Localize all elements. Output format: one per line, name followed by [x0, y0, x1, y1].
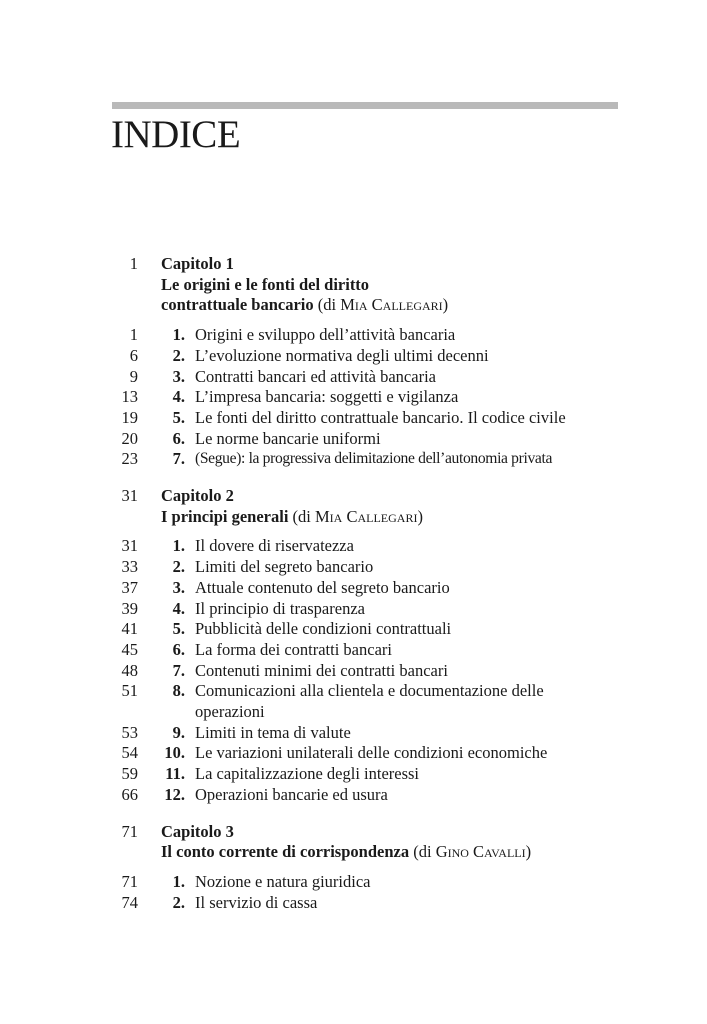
section-title: Il principio di trasparenza: [195, 598, 365, 618]
toc-entry[interactable]: [0, 536, 707, 557]
toc-entry[interactable]: [0, 408, 707, 429]
section-title: Le norme bancarie uniformi: [195, 428, 381, 448]
section-title: Le variazioni unilaterali delle condizioni economiche: [195, 743, 548, 763]
toc-entry[interactable]: [0, 893, 707, 914]
chapter-heading[interactable]: [0, 822, 707, 863]
toc-entry[interactable]: [0, 743, 707, 764]
section-title: Comunicazioni alla clientela e documentazione delle operazioni: [195, 681, 544, 722]
chapter-title: Il conto corrente di corrispondenza: [161, 842, 410, 862]
entry-page-number: 13: [121, 387, 138, 407]
entry-page-number: 71: [121, 871, 138, 891]
section-number: 6.: [172, 428, 185, 448]
entry-page-number: 23: [121, 449, 138, 469]
section-title: Le fonti del diritto contrattuale bancario. Il codice civile: [195, 407, 566, 427]
chapter-title: Le origini e le fonti del diritto: [161, 274, 370, 294]
section-number: 1.: [172, 871, 185, 891]
entry-page-number: 53: [121, 722, 138, 742]
toc-entry[interactable]: [0, 346, 707, 367]
section-title: L’evoluzione normativa degli ultimi decenni: [195, 345, 489, 365]
entry-page-number: 39: [121, 598, 138, 618]
chapter-author: (di Mia Callegari): [292, 506, 423, 526]
section-number: 5.: [172, 619, 185, 639]
entry-page-number: 74: [121, 892, 138, 912]
entry-page-number: 51: [121, 681, 138, 701]
section-number: 10.: [164, 743, 185, 763]
section-number: 3.: [172, 577, 185, 597]
chapter-title: I principi generali: [161, 506, 289, 526]
header-rule: [112, 102, 618, 109]
section-title: Limiti del segreto bancario: [195, 557, 374, 577]
section-number: 2.: [172, 345, 185, 365]
section-title: Nozione e natura giuridica: [195, 871, 371, 891]
toc-entry[interactable]: [0, 449, 707, 470]
table-of-contents: [0, 254, 707, 929]
chapter-3: [0, 822, 707, 914]
section-number: 8.: [172, 681, 185, 701]
section-title: La capitalizzazione degli interessi: [195, 764, 420, 784]
toc-entry[interactable]: [0, 723, 707, 744]
entry-page-number: 6: [129, 345, 138, 365]
section-title: Attuale contenuto del segreto bancario: [195, 577, 450, 597]
chapter-heading[interactable]: [0, 254, 707, 316]
toc-entry[interactable]: [0, 557, 707, 578]
page-title: INDICE: [111, 113, 241, 156]
entry-page-number: 19: [121, 407, 138, 427]
entry-page-number: 1: [129, 325, 138, 345]
toc-entry[interactable]: [0, 367, 707, 388]
section-number: 12.: [164, 784, 185, 804]
entry-page-number: 45: [121, 639, 138, 659]
section-number: 3.: [172, 366, 185, 386]
chapter-title-continued: contrattuale bancario: [161, 295, 314, 315]
toc-entry[interactable]: [0, 578, 707, 599]
chapter-page-number: 71: [121, 821, 138, 841]
chapter-label: Capitolo 3: [161, 821, 234, 841]
toc-entry[interactable]: [0, 387, 707, 408]
toc-entry[interactable]: [0, 325, 707, 346]
section-title: La forma dei contratti bancari: [195, 639, 392, 659]
toc-entry[interactable]: [0, 599, 707, 620]
entry-page-number: 48: [121, 660, 138, 680]
entry-page-number: 20: [121, 428, 138, 448]
section-title: Il dovere di riservatezza: [195, 536, 354, 556]
entry-page-number: 37: [121, 577, 138, 597]
section-title: Operazioni bancarie ed usura: [195, 784, 388, 804]
section-number: 4.: [172, 387, 185, 407]
section-title: Il servizio di cassa: [195, 892, 318, 912]
chapter-1: [0, 254, 707, 470]
entry-page-number: 41: [121, 619, 138, 639]
section-title: Contenuti minimi dei contratti bancari: [195, 660, 448, 680]
section-number: 1.: [172, 536, 185, 556]
chapter-page-number: 1: [129, 254, 138, 273]
toc-entry[interactable]: [0, 681, 707, 722]
chapter-label: Capitolo 1: [161, 254, 234, 273]
section-number: 5.: [172, 407, 185, 427]
section-number: 7.: [172, 449, 185, 469]
chapter-label: Capitolo 2: [161, 486, 234, 506]
toc-entry[interactable]: [0, 764, 707, 785]
section-title: L’impresa bancaria: soggetti e vigilanza: [195, 387, 459, 407]
section-title: Pubblicità delle condizioni contrattuali: [195, 619, 452, 639]
toc-entry[interactable]: [0, 661, 707, 682]
section-number: 2.: [172, 892, 185, 912]
toc-entry[interactable]: [0, 640, 707, 661]
chapter-author: (di Mia Callegari): [317, 295, 449, 315]
toc-entry[interactable]: [0, 785, 707, 806]
entry-page-number: 66: [121, 784, 138, 804]
chapter-2: [0, 486, 707, 806]
section-number: 4.: [172, 598, 185, 618]
chapter-page-number: 31: [121, 486, 138, 506]
entry-page-number: 31: [121, 536, 138, 556]
chapter-heading[interactable]: [0, 486, 707, 527]
section-number: 9.: [172, 722, 185, 742]
section-title: Limiti in tema di valute: [195, 722, 351, 742]
section-number: 1.: [172, 325, 185, 345]
toc-entry[interactable]: [0, 619, 707, 640]
section-title: (Segue): la progressiva delimitazione dell’autonomia privata: [195, 450, 553, 468]
toc-entry[interactable]: [0, 429, 707, 450]
toc-entry[interactable]: [0, 872, 707, 893]
section-number: 6.: [172, 639, 185, 659]
section-number: 2.: [172, 557, 185, 577]
entry-page-number: 33: [121, 557, 138, 577]
chapter-author: (di Gino Cavalli): [413, 842, 532, 862]
entry-page-number: 9: [129, 366, 138, 386]
section-title: Contratti bancari ed attività bancaria: [195, 366, 436, 386]
section-number: 11.: [165, 764, 185, 784]
entry-page-number: 54: [121, 743, 138, 763]
entry-page-number: 59: [121, 764, 138, 784]
section-title: Origini e sviluppo dell’attività bancaria: [195, 325, 456, 345]
section-number: 7.: [172, 660, 185, 680]
